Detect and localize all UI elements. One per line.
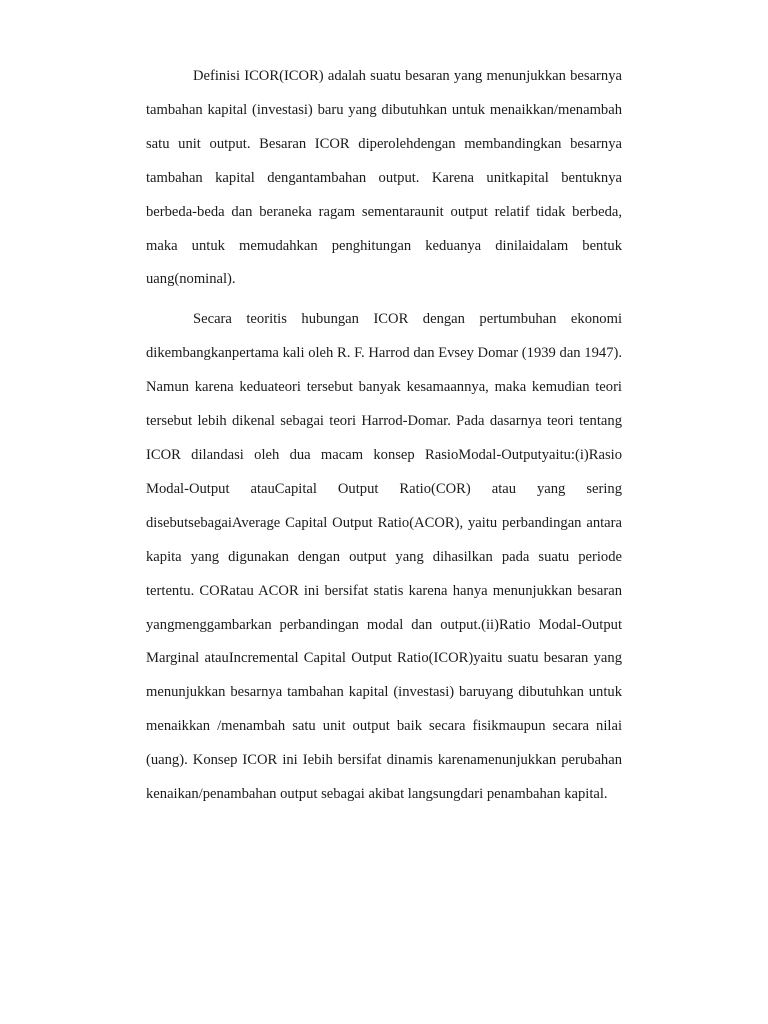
document-body	[146, 60, 622, 812]
paragraph-icor-definition: Definisi ICOR(ICOR) adalah suatu besaran yang menunjukkan besarnya tambahan kapital (investasi) baru yang dibutuhkan untuk menaikkan/menambah satu unit output. Besaran ICOR diperolehdengan membandingkan besarnya tambahan kapital dengantambahan output. Karena unitkapital bentuknya berbeda-beda dan beraneka ragam sementaraunit output relatif tidak berbeda, maka untuk memudahkan penghitungan keduanya dinilaidalam bentuk uang(nominal).	[146, 68, 622, 288]
paragraph-harrod-domar-theory: Secara teoritis hubungan ICOR dengan pertumbuhan ekonomi dikembangkanpertama kali oleh R. F. Harrod dan Evsey Domar (1939 dan 1947). Namun karena keduateori tersebut banyak kesamaannya, maka kemudian teori tersebut lebih dikenal sebagai teori Harrod-Domar. Pada dasarnya teori tentang ICOR dilandasi oleh dua macam konsep RasioModal-Outputyaitu:(i)Rasio Modal-Output atauCapital Output Ratio(COR) atau yang sering disebutsebagaiAverage Capital Output Ratio(ACOR), yaitu perbandingan antara kapita yang digunakan dengan output yang dihasilkan pada suatu periode tertentu. CORatau ACOR ini bersifat statis karena hanya menunjukkan besaran yangmenggambarkan perbandingan modal dan output.(ii)Ratio Modal-Output Marginal atauIncremental Capital Output Ratio(ICOR)yaitu suatu besaran yang menunjukkan besarnya tambahan kapital (investasi) baruyang dibutuhkan untuk menaikkan /menambah satu unit output baik secara fisikmaupun secara nilai (uang). Konsep ICOR ini Iebih bersifat dinamis karenamenunjukkan perubahan kenaikan/penambahan output sebagai akibat langsungdari penambahan kapital.	[146, 311, 622, 803]
